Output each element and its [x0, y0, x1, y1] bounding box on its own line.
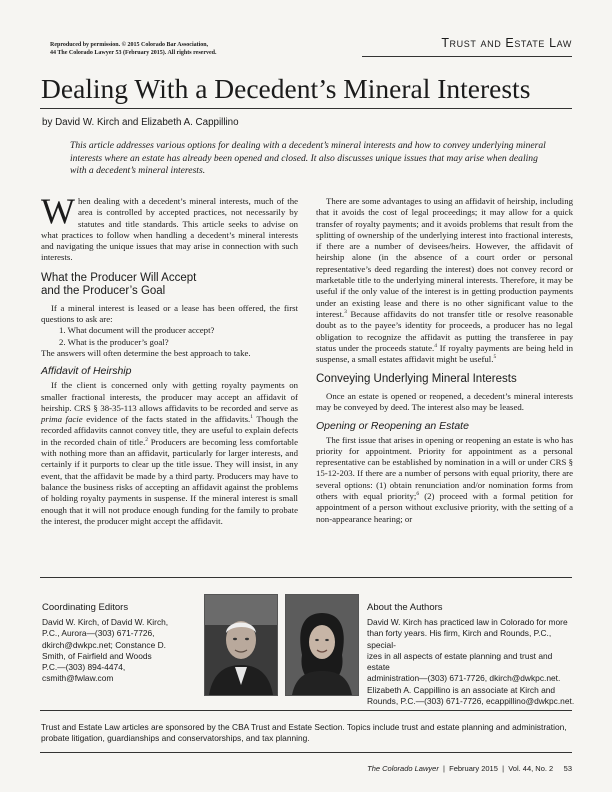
heading-producer: What the Producer Will Accept and the Producer’s Goal: [41, 271, 197, 298]
footnote-ref: 2: [145, 436, 149, 443]
footer-sep: |: [443, 764, 445, 773]
paragraph: If the client is concerned only with getting royalty payments on smaller fractional interests, the producer may accept an affidavit of heirship. CRS § 38-35-113 allows affidavits to be recorded and serve as prima facie evidence of the facts stated in the affidavits.$^1$ Though the recorded affidavits cannot convey title, they are useful to explain defects in the recorded chain of title.$^2$ Producers are becoming less comfortable with nothing more than an affidavit, particularly for larger interests, and certainly if it purports to clear up the title issue. They will insist, in any event, that the affidavit be made by a third party. Producers may have to balance the business risks of accepting an affidavit against the problems of holding royalty payments in suspense. If the mineral interest is small enough that it will not produce enough funding for the family to probate the interest, the producer might accept the affidavit.: [41, 380, 299, 526]
footer-rule: [40, 752, 572, 753]
section-label: Trust and Estate Law: [441, 36, 572, 50]
portrait-man-icon: [205, 595, 277, 695]
box-bottom-rule: [40, 710, 572, 711]
paragraph: If a mineral interest is leased or a lease has been offered, the first questions to ask are:: [41, 302, 298, 325]
editors-text: David W. Kirch, of David W. Kirch, P.C., Aurora—(303) 671-7726, dkirch@dwkpc.net; Constance D. Smith, of Fairfield and Woods P.C.—(303) 894-4474, csmith@fwlaw.com: [42, 617, 169, 684]
author-photo-kirch: [204, 594, 278, 696]
subheading-opening: Opening or Reopening an Estate: [316, 419, 469, 432]
about-the-authors: [367, 602, 577, 707]
paragraph: Once an estate is opened or reopened, a decedent’s mineral interests may be conveyed by deed. The interest also may be leased.: [316, 390, 573, 413]
page-number: 53: [563, 764, 572, 773]
footnote-ref: 6: [416, 491, 420, 498]
author-photo-cappillino: [285, 594, 359, 696]
footer-publication: The Colorado Lawyer: [367, 764, 439, 773]
sponsor-note: Trust and Estate Law articles are sponsored by the CBA Trust and Estate Section. Topics include trust and estate planning and administration, probate litigation, guardianships and conservatorships, and tax planning.: [41, 722, 567, 744]
portrait-woman-icon: [286, 595, 358, 695]
authors-heading: About the Authors: [367, 602, 443, 613]
reprint-line-2: 44 The Colorado Lawyer 53 (February 2015). All rights reserved.: [50, 50, 217, 56]
footer-date: February 2015: [449, 764, 498, 773]
byline: by David W. Kirch and Elizabeth A. Cappillino: [42, 117, 239, 128]
right-column: [316, 196, 573, 525]
footnote-ref: 3: [344, 309, 347, 316]
drop-cap: W: [41, 191, 75, 231]
footnote-ref: 4: [434, 342, 437, 349]
article-abstract: This article addresses various options for dealing with a decedent’s mineral interests and how to convey underlying mineral interests where an estate has already been opened and closed. It also discusses unique issues that may arise when dealing with a decedent’s mineral interests.: [70, 140, 546, 177]
footnote-ref: 5: [493, 354, 497, 361]
footer-sep: |: [502, 764, 505, 773]
paragraph: The first issue that arises in opening or reopening an estate is who has priority for appointment. Priority for appointment as a personal representative can be established by nomination in a will or under CRS § 15-12-203. If there are a number of persons with equal priority, there are several options: (1) obtain renunciation and/or nomination forms from others with equal priority;$^6$ (2) proceed with a formal petition for appointment of a person without exclusive priority, with the setting of a non-appearance hearing; or: [316, 434, 574, 524]
paragraph: There are some advantages to using an affidavit of heirship, including that it avoids the cost of legal proceedings; it may allow for a quick transfer of royalty payments; and it avoids problems that result from the splitting of ownership of the underlying interest into fractional interests, if there are a number of devisees/heirs. However, the affidavit of heirship alone (in the absence of a court order or personal representative’s deed regarding the interest) does not convey record or marketable title to the underlying mineral interests. Therefore, it may be useful if the only value of the interest is in getting production payments under an existing lease and there is no other significant value to the interest.$^3$ Because affidavits do not transfer title or resolve reasonable doubt as to the payee’s identity for proceeds, a producer has no legal obligation to recognize the affidavit as putting the transferee in pay status under the proceeds statute.$^4$ If royalty payments are being held in suspense, a small estates affidavit might be useful.$^5$: [316, 196, 573, 365]
title-rule: [40, 108, 572, 109]
footnote-ref: 1: [250, 414, 253, 421]
paragraph: The answers will often determine the best approach to take.: [41, 347, 251, 358]
page-footer: [367, 764, 572, 773]
question-1: 1. What document will the producer accept?: [59, 325, 215, 336]
authors-text: David W. Kirch has practiced law in Colorado for more than forty years. His firm, Kirch and Rounds, P.C., special- izes in all aspects of estate planning and trust and estate administration—(303) 671-7726, dkirch@dwkpc.net. Elizabeth A. Cappillino is an associate at Kirch and Rounds, P.C.—(303) 671-7726, ecappillino@dwkpc.net.: [367, 617, 575, 707]
intro-paragraph: When dealing with a decedent’s mineral interests, much of the area is controlled by accepted practices, not necessarily by statutes and title standards. This article seeks to advise on what practices to follow when handling a decedent’s mineral interests and navigating the unique issues that may arise in connection with such interests.: [41, 191, 298, 263]
reprint-line-1: Reproduced by permission. © 2015 Colorado Bar Association,: [50, 42, 209, 48]
left-column: [41, 191, 299, 527]
subheading-affidavit: Affidavit of Heirship: [41, 365, 132, 378]
editors-heading: Coordinating Editors: [42, 602, 129, 613]
footer-volume: Vol. 44, No. 2: [508, 764, 554, 773]
question-2: 2. What is the producer’s goal?: [59, 336, 169, 347]
box-top-rule: [40, 577, 572, 578]
coordinating-editors: [42, 602, 192, 685]
section-rule: [362, 56, 572, 57]
reprint-notice: [50, 41, 320, 57]
heading-conveying: Conveying Underlying Mineral Interests: [316, 373, 517, 386]
article-title: Dealing With a Decedent’s Mineral Interests: [41, 73, 531, 104]
